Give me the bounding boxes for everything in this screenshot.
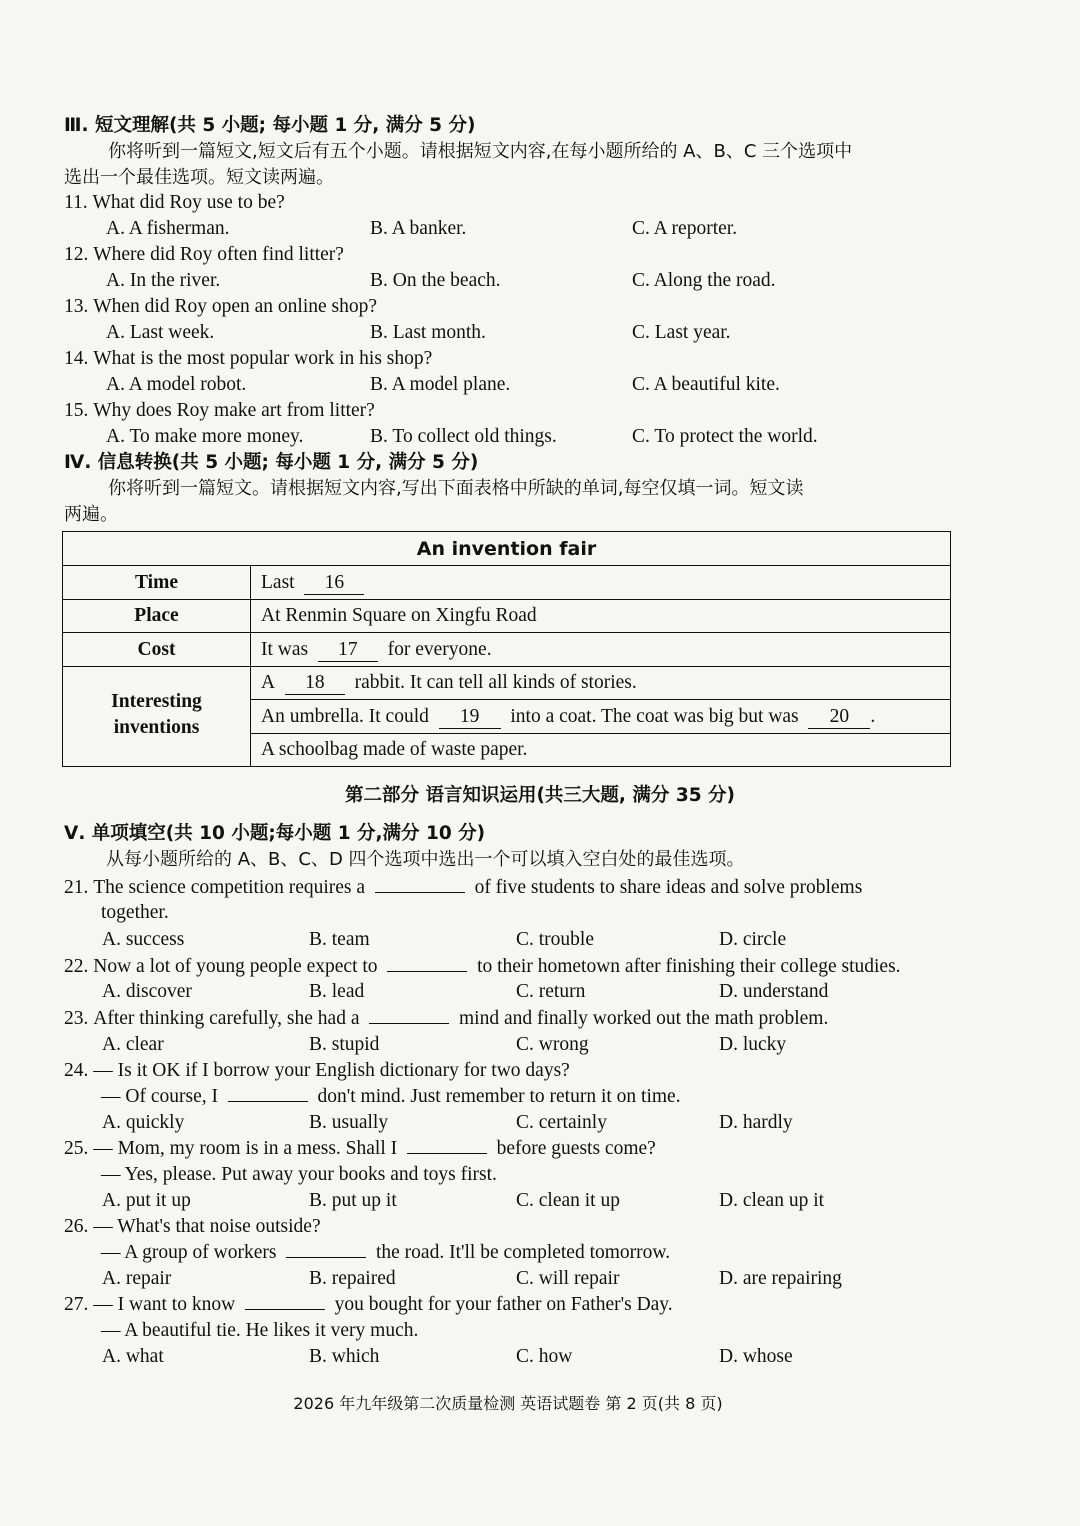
table-divider [63, 632, 950, 633]
option-b[interactable]: B. put up it [309, 1190, 397, 1211]
question-number: 21. [64, 877, 89, 898]
option-b[interactable]: B. A model plane. [370, 374, 511, 395]
section-5-instruction: 从每小题所给的 A、B、C、D 四个选项中选出一个可以填入空白处的最佳选项。 [106, 849, 745, 870]
row-label-cost: Cost [137, 639, 176, 660]
answer-blank[interactable] [369, 1023, 449, 1024]
option-a[interactable]: A. To make more money. [106, 426, 304, 447]
question-13 [64, 295, 377, 319]
blank-19[interactable]: 19 [439, 706, 501, 729]
part-2-heading: 第二部分 语言知识运用(共三大题, 满分 35 分) [345, 785, 735, 806]
option-b[interactable]: B. team [309, 929, 370, 950]
row-value-cost: It was 17 for everyone. [261, 639, 492, 660]
question-11 [64, 191, 285, 215]
option-c[interactable]: C. wrong [516, 1034, 589, 1055]
option-c[interactable]: C. To protect the world. [632, 426, 818, 447]
question-25-reply: — Yes, please. Put away your books and toys first. [101, 1164, 497, 1185]
option-b[interactable]: B. To collect old things. [370, 426, 557, 447]
option-c[interactable]: C. return [516, 981, 586, 1002]
row-value-place: At Renmin Square on Xingfu Road [261, 605, 537, 626]
question-text: What is the most popular work in his shop? [93, 348, 433, 369]
answer-blank[interactable] [387, 971, 467, 972]
section-3-heading: Ⅲ. 短文理解(共 5 小题; 每小题 1 分, 满分 5 分) [64, 115, 476, 136]
question-27: 27. — I want to know you bought for your father on Father's Day. [64, 1294, 673, 1315]
question-26: 26. — What's that noise outside? [64, 1216, 321, 1237]
question-text: Where did Roy often find litter? [93, 244, 344, 265]
question-15 [64, 399, 375, 423]
question-text: When did Roy open an online shop? [93, 296, 378, 317]
answer-blank[interactable] [375, 892, 465, 893]
row-label-inventions-2: inventions [113, 717, 200, 738]
section-4-heading: Ⅳ. 信息转换(共 5 小题; 每小题 1 分, 满分 5 分) [64, 452, 479, 473]
option-a[interactable]: A. success [102, 929, 185, 950]
row-label-place: Place [134, 605, 179, 626]
table-divider [63, 666, 950, 667]
section-4-instruction-line-1: 你将听到一篇短文。请根据短文内容,写出下面表格中所缺的单词,每空仅填一词。短文读 [108, 478, 804, 499]
option-b[interactable]: B. stupid [309, 1034, 380, 1055]
question-12 [64, 243, 344, 267]
answer-blank[interactable] [245, 1309, 325, 1310]
invention-fair-table [62, 531, 951, 767]
question-number: 27. [64, 1294, 89, 1315]
question-number: 15. [64, 400, 89, 421]
question-14 [64, 347, 432, 371]
section-5-heading: Ⅴ. 单项填空(共 10 小题;每小题 1 分,满分 10 分) [64, 823, 486, 844]
option-d[interactable]: D. circle [719, 929, 787, 950]
option-a[interactable]: A. A fisherman. [106, 218, 230, 239]
option-a[interactable]: A. In the river. [106, 270, 221, 291]
question-24: 24. — Is it OK if I borrow your English dictionary for two days? [64, 1060, 570, 1081]
blank-18[interactable]: 18 [285, 672, 345, 695]
table-column-divider [250, 565, 251, 766]
question-number: 25. [64, 1138, 89, 1159]
option-c[interactable]: C. A beautiful kite. [632, 374, 780, 395]
question-number: 26. [64, 1216, 89, 1237]
question-24-reply: — Of course, I don't mind. Just remember to return it on time. [101, 1086, 681, 1107]
option-d[interactable]: D. are repairing [719, 1268, 842, 1289]
option-b[interactable]: B. repaired [309, 1268, 396, 1289]
invention-1: A 18 rabbit. It can tell all kinds of stories. [261, 672, 637, 693]
blank-20[interactable]: 20 [808, 706, 870, 729]
question-27-reply: — A beautiful tie. He likes it very much. [101, 1320, 419, 1341]
option-d[interactable]: D. whose [719, 1346, 793, 1367]
option-c[interactable]: C. Last year. [632, 322, 731, 343]
option-d[interactable]: D. clean up it [719, 1190, 825, 1211]
option-d[interactable]: D. hardly [719, 1112, 793, 1133]
question-number: 24. [64, 1060, 89, 1081]
answer-blank[interactable] [228, 1101, 308, 1102]
invention-3: A schoolbag made of waste paper. [261, 739, 528, 760]
table-divider [63, 565, 950, 566]
option-c[interactable]: C. how [516, 1346, 573, 1367]
question-26-reply: — A group of workers the road. It'll be completed tomorrow. [101, 1242, 671, 1263]
option-a[interactable]: A. put it up [102, 1190, 191, 1211]
option-b[interactable]: B. lead [309, 981, 365, 1002]
option-c[interactable]: C. will repair [516, 1268, 620, 1289]
section-3-instruction-line-2: 选出一个最佳选项。短文读两遍。 [64, 167, 334, 188]
option-a[interactable]: A. quickly [102, 1112, 185, 1133]
table-divider [63, 599, 950, 600]
option-a[interactable]: A. repair [102, 1268, 172, 1289]
question-number: 14. [64, 348, 89, 369]
invention-2: An umbrella. It could 19 into a coat. The coat was big but was 20 . [261, 706, 876, 727]
table-title: An invention fair [416, 538, 597, 560]
answer-blank[interactable] [286, 1257, 366, 1258]
question-21-continued: together. [101, 902, 169, 923]
option-b[interactable]: B. usually [309, 1112, 389, 1133]
option-a[interactable]: A. Last week. [106, 322, 215, 343]
option-c[interactable]: C. certainly [516, 1112, 607, 1133]
question-text: What did Roy use to be? [92, 192, 285, 213]
section-4-instruction-line-2: 两遍。 [64, 504, 118, 525]
question-number: 22. [64, 956, 89, 977]
option-b[interactable]: B. A banker. [370, 218, 467, 239]
option-a[interactable]: A. A model robot. [106, 374, 247, 395]
question-number: 23. [64, 1008, 89, 1029]
question-text: Why does Roy make art from litter? [93, 400, 375, 421]
option-b[interactable]: B. On the beach. [370, 270, 501, 291]
row-label-time: Time [135, 572, 178, 593]
option-a[interactable]: A. what [102, 1346, 164, 1367]
answer-blank[interactable] [407, 1153, 487, 1154]
question-21: 21. The science competition requires a of five students to share ideas and solve problems [64, 877, 863, 898]
page-footer: 2026 年九年级第二次质量检测 英语试题卷 第 2 页(共 8 页) [293, 1394, 723, 1413]
section-3-instruction-line-1: 你将听到一篇短文,短文后有五个小题。请根据短文内容,在每小题所给的 A、B、C 三个选项中 [108, 141, 853, 162]
row-value-time: Last 16 [261, 571, 364, 595]
table-divider [250, 733, 950, 734]
row-label-inventions-1: Interesting [111, 691, 202, 712]
option-b[interactable]: B. Last month. [370, 322, 486, 343]
question-25: 25. — Mom, my room is in a mess. Shall I before guests come? [64, 1138, 656, 1159]
question-number: 12. [64, 244, 89, 265]
question-23: 23. After thinking carefully, she had a mind and finally worked out the math problem. [64, 1008, 829, 1029]
question-number: 11. [64, 192, 88, 213]
option-a[interactable]: A. clear [102, 1034, 164, 1055]
option-d[interactable]: D. understand [719, 981, 829, 1002]
option-c[interactable]: C. Along the road. [632, 270, 776, 291]
blank-16[interactable]: 16 [304, 572, 364, 595]
option-c[interactable]: C. A reporter. [632, 218, 738, 239]
option-d[interactable]: D. lucky [719, 1034, 787, 1055]
option-b[interactable]: B. which [309, 1346, 380, 1367]
question-number: 13. [64, 296, 89, 317]
option-c[interactable]: C. clean it up [516, 1190, 620, 1211]
table-divider [250, 699, 950, 700]
question-22: 22. Now a lot of young people expect to to their hometown after finishing their college studies. [64, 956, 901, 977]
blank-17[interactable]: 17 [318, 639, 378, 662]
option-a[interactable]: A. discover [102, 981, 192, 1002]
option-c[interactable]: C. trouble [516, 929, 594, 950]
